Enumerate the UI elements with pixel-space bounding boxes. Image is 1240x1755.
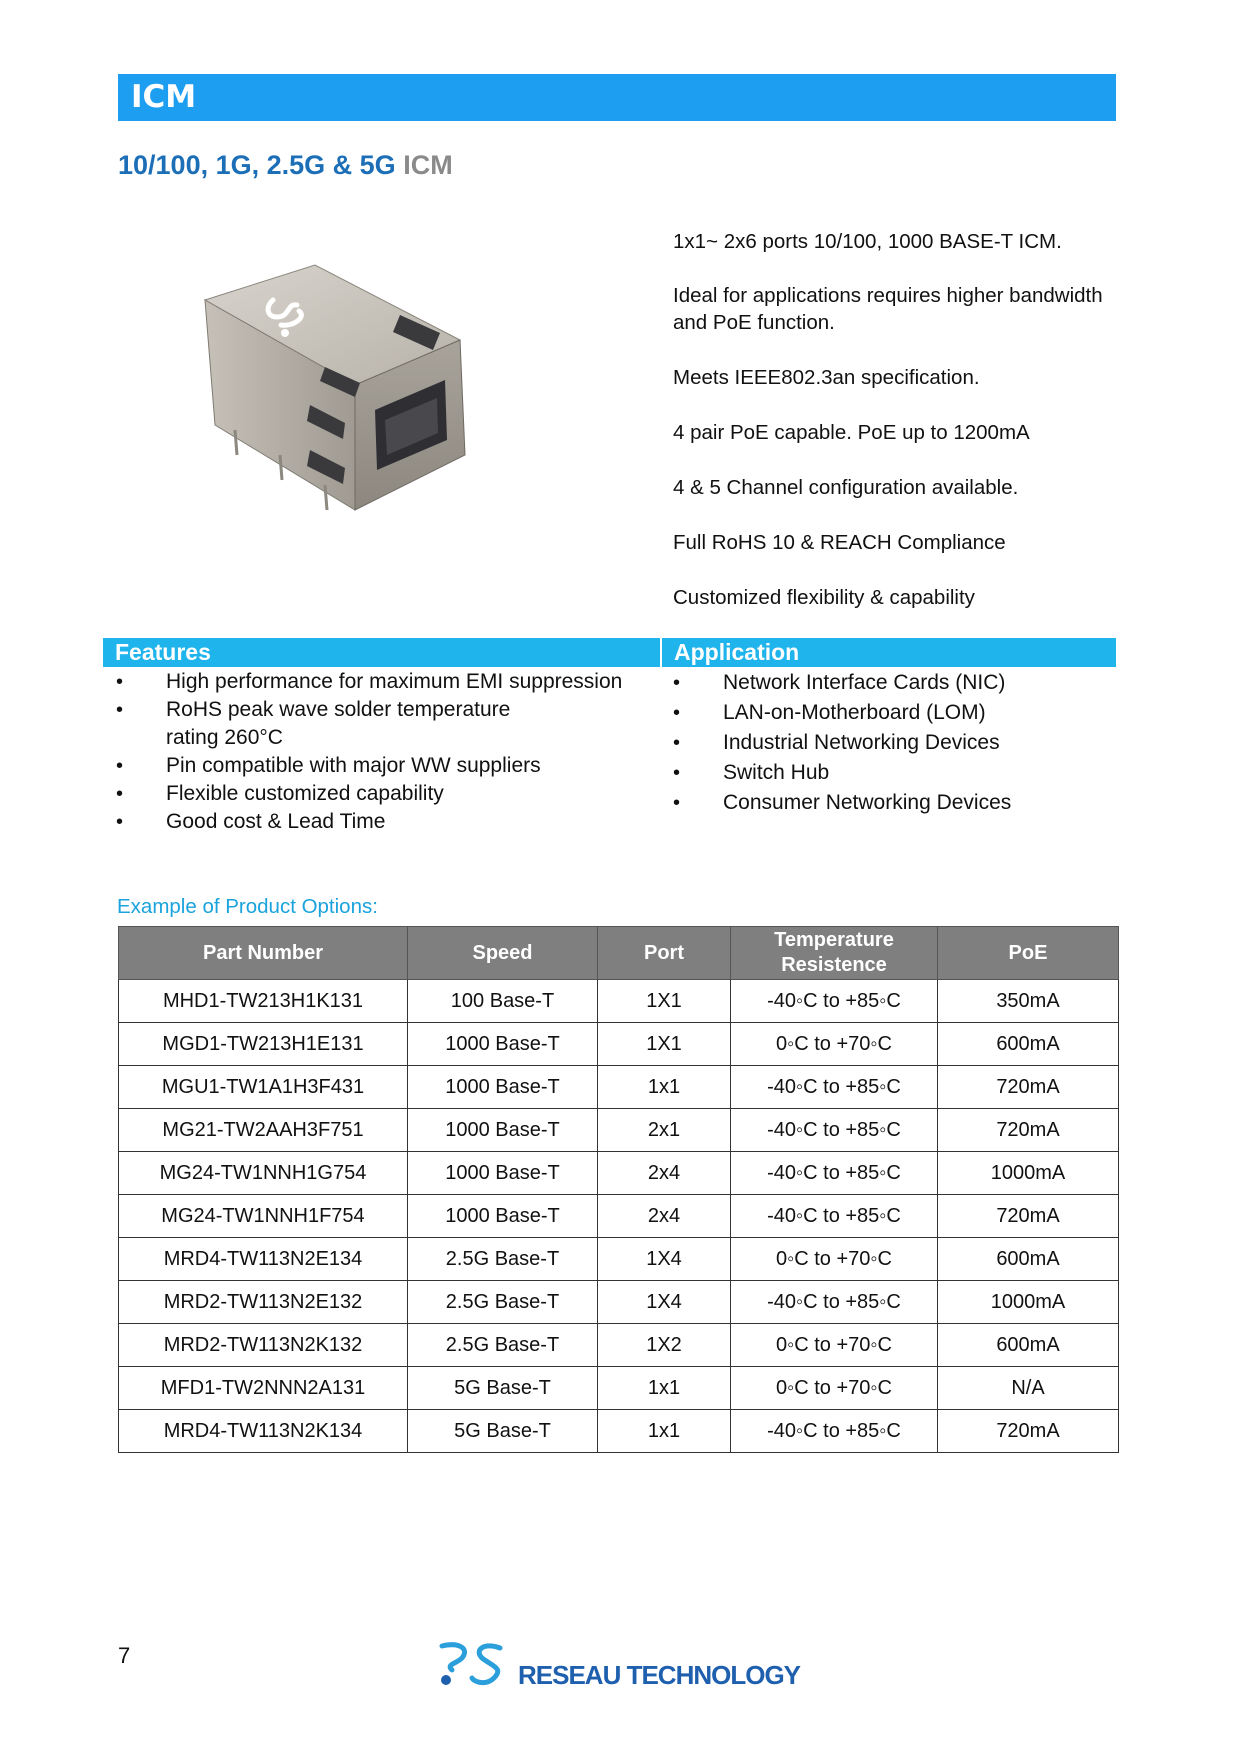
cell-temperature: -40◦C to +85◦C [731,1152,938,1195]
list-item: • Consumer Networking Devices [673,788,1113,818]
table-row [119,1238,1119,1281]
cell-speed: 5G Base-T [408,1410,598,1453]
features-title: Features [115,639,211,665]
spec-item: 4 & 5 Channel configuration available. [673,476,1019,499]
cell-temperature: -40◦C to +85◦C [731,1109,938,1152]
page-number: 7 [118,1643,131,1668]
table-row [119,1109,1119,1152]
application-header [662,638,1116,667]
cell-poe: 720mA [938,1109,1119,1152]
col-port: Port [598,927,731,980]
cell-port: 1X2 [598,1324,731,1367]
cell-temperature: 0◦C to +70◦C [731,1367,938,1410]
cell-speed: 1000 Base-T [408,1152,598,1195]
cell-temperature: 0◦C to +70◦C [731,1238,938,1281]
col-poe: PoE [938,927,1119,980]
table-row [119,1152,1119,1195]
spec-item: 4 pair PoE capable. PoE up to 1200mA [673,421,1030,444]
cell-speed: 2.5G Base-T [408,1238,598,1281]
cell-port: 2x4 [598,1152,731,1195]
cell-part-number: MG21-TW2AAH3F751 [119,1109,408,1152]
table-row [119,980,1119,1023]
page-title: ICM [131,79,197,115]
cell-temperature: -40◦C to +85◦C [731,1066,938,1109]
product-subtitle [118,150,453,181]
cell-part-number: MG24-TW1NNH1G754 [119,1152,408,1195]
cell-speed: 100 Base-T [408,980,598,1023]
cell-port: 1X4 [598,1238,731,1281]
table-row [119,1410,1119,1453]
cell-port: 1x1 [598,1066,731,1109]
product-options-table [118,926,1119,1453]
cell-part-number: MG24-TW1NNH1F754 [119,1195,408,1238]
cell-port: 1X4 [598,1281,731,1324]
cell-port: 1x1 [598,1367,731,1410]
cell-poe: 720mA [938,1410,1119,1453]
list-item: • Good cost & Lead Time [116,808,661,836]
cell-speed: 2.5G Base-T [408,1324,598,1367]
cell-part-number: MRD4-TW113N2E134 [119,1238,408,1281]
subtitle-speeds: 10/100, 1G, 2.5G & 5G [118,150,396,180]
cell-temperature: -40◦C to +85◦C [731,1410,938,1453]
list-item: • RoHS peak wave solder temperature rating 260°C [116,696,566,752]
cell-poe: N/A [938,1367,1119,1410]
list-item: • Network Interface Cards (NIC) [673,668,1113,698]
spec-item: Customized flexibility & capability [673,586,975,609]
features-header [103,638,660,667]
cell-part-number: MRD2-TW113N2K132 [119,1324,408,1367]
table-row [119,1195,1119,1238]
cell-temperature: -40◦C to +85◦C [731,1195,938,1238]
spec-item: Ideal for applications requires higher bandwidth and PoE function. [673,284,1103,334]
cell-port: 1X1 [598,1023,731,1066]
table-row [119,1367,1119,1410]
cell-speed: 1000 Base-T [408,1109,598,1152]
cell-part-number: MGU1-TW1A1H3F431 [119,1066,408,1109]
application-list [673,668,1113,818]
cell-part-number: MRD4-TW113N2K134 [119,1410,408,1453]
cell-speed: 1000 Base-T [408,1195,598,1238]
cell-part-number: MFD1-TW2NNN2A131 [119,1367,408,1410]
cell-poe: 1000mA [938,1281,1119,1324]
cell-speed: 5G Base-T [408,1367,598,1410]
cell-part-number: MHD1-TW213H1K131 [119,980,408,1023]
table-row [119,1281,1119,1324]
spec-item: Full RoHS 10 & REACH Compliance [673,531,1006,554]
list-item: • High performance for maximum EMI suppression [116,668,661,696]
cell-speed: 1000 Base-T [408,1023,598,1066]
table-row [119,1066,1119,1109]
cell-temperature: 0◦C to +70◦C [731,1324,938,1367]
cell-poe: 600mA [938,1324,1119,1367]
cell-port: 1x1 [598,1410,731,1453]
cell-poe: 720mA [938,1195,1119,1238]
list-item: • Switch Hub [673,758,1113,788]
example-label: Example of Product Options: [117,895,378,918]
list-item: • LAN-on-Motherboard (LOM) [673,698,1113,728]
cell-temperature: -40◦C to +85◦C [731,980,938,1023]
cell-temperature: -40◦C to +85◦C [731,1281,938,1324]
company-logo-icon [438,1640,510,1688]
cell-poe: 350mA [938,980,1119,1023]
company-name: RESEAU TECHNOLOGY [518,1660,801,1690]
header-bar [118,74,1116,121]
cell-port: 2x4 [598,1195,731,1238]
cell-part-number: MRD2-TW113N2E132 [119,1281,408,1324]
table-row [119,1023,1119,1066]
application-title: Application [674,639,800,665]
table-row [119,1324,1119,1367]
list-item: • Flexible customized capability [116,780,661,808]
features-list [116,668,661,836]
cell-poe: 1000mA [938,1152,1119,1195]
cell-speed: 1000 Base-T [408,1066,598,1109]
product-image [195,255,525,535]
cell-temperature: 0◦C to +70◦C [731,1023,938,1066]
cell-part-number: MGD1-TW213H1E131 [119,1023,408,1066]
list-item: • Pin compatible with major WW suppliers [116,752,661,780]
subtitle-icm: ICM [403,150,453,180]
col-temperature: Temperature Resistence [731,927,938,980]
col-speed: Speed [408,927,598,980]
cell-port: 2x1 [598,1109,731,1152]
cell-poe: 720mA [938,1066,1119,1109]
col-part-number: Part Number [119,927,408,980]
table-header-row [119,927,1119,980]
list-item: • Industrial Networking Devices [673,728,1113,758]
cell-speed: 2.5G Base-T [408,1281,598,1324]
cell-poe: 600mA [938,1023,1119,1066]
spec-item: 1x1~ 2x6 ports 10/100, 1000 BASE-T ICM. [673,230,1062,253]
spec-item: Meets IEEE802.3an specification. [673,366,980,389]
cell-poe: 600mA [938,1238,1119,1281]
cell-port: 1X1 [598,980,731,1023]
